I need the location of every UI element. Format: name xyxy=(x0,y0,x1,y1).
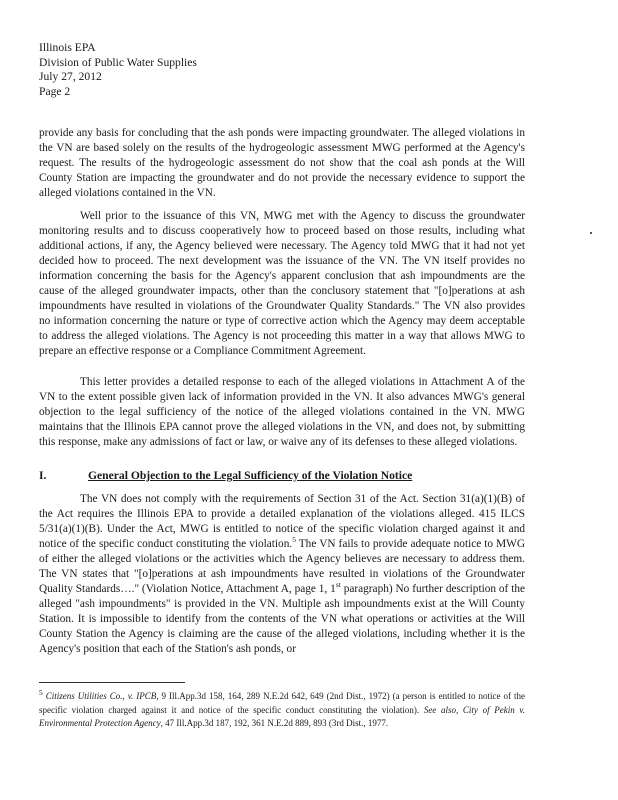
section-heading xyxy=(39,468,525,483)
paragraph-section-body xyxy=(39,492,525,658)
paragraph-meeting: Well prior to the issuance of this VN, MWG met with the Agency to discuss the groundwater monitoring results and to discuss cooperatively how to proceed based on those results, including what additional actions, if any, the Agency believed were necessary. The Agency told MWG that it had not yet decided how to proceed. The next development was the issuance of the VN. The VN itself provides no information concerning the basis for the Agency's apparent conclusion that ash impoundments are the cause of the alleged groundwater impacts, other than the conclusory statement that "[o]perations at ash impoundments have resulted in violations of the Groundwater Quality Standards." The VN also provides no information concerning the nature or type of corrective action which the Agency may deem acceptable to address the alleged violations. The Agency is not proceeding this matter in a way that allows MWG to prepare an effective response or a Compliance Commitment Agreement. xyxy=(39,210,525,358)
ordinal-superscript: st xyxy=(335,580,341,590)
scan-speck xyxy=(590,232,592,234)
footnote-reference: 5 xyxy=(292,535,296,545)
footnote-text-2: , 47 Ill.App.3d 187, 192, 361 N.E.2d 889, 893 (3rd Dist., 1977. xyxy=(160,718,389,728)
letter-date: July 27, 2012 xyxy=(39,70,102,84)
section-title: General Objection to the Legal Sufficiency of the Violation Notice xyxy=(88,469,413,482)
paragraph-letter-purpose: This letter provides a detailed response to each of the alleged violations in Attachment A of the VN to the extent possible given lack of information provided in the VN. It also advances MWG's general objection to the legal sufficiency of the notice of the alleged violations contained in the VN. MWG maintains that the Illinois EPA cannot prove the alleged violations in the VN, and does not, by submitting this response, make any admissions of fact or law, or waive any of its defenses to these alleged violations. xyxy=(39,376,525,449)
agency-name: Illinois EPA xyxy=(39,41,96,54)
footnote xyxy=(39,690,525,731)
footnote-text-1: , 9 Ill.App.3d 158, 164, 289 N.E.2d 642, 649 (2nd Dist., 1972) (a person is entitled to notice of the specific violation charged against it and notice of the specific conduct constituting the violation). xyxy=(39,691,526,715)
footnote-see-also: See also, xyxy=(423,704,463,715)
section-body-text-1: The VN does not comply with the requirements of Section 31 of the Act. Section 31(a)(1)(B) of the Act requires the Illinois EPA to provide a detailed explanation of the violations alleged. 415 ILCS 5/31(a)(1)(B). Under the Act, MWG is entitled to notice of the specific violation charged against it and notice of the specific conduct constituting the violation. xyxy=(39,493,525,551)
section-body-text-2: The VN fails to provide adequate notice to MWG of either the alleged violations or the activities which the Agency believes are necessary to address them. The VN states that "[o]perations at ash impoundments have resulted in violations of the Groundwater Quality Standards…." (Violation Notice, Attachment A, page 1, 1 xyxy=(39,538,525,596)
section-number: I. xyxy=(39,469,47,482)
letter-header xyxy=(39,41,197,99)
footnote-case-1: Citizens Utilities Co., v. IPCB xyxy=(45,691,157,701)
division-name: Division of Public Water Supplies xyxy=(39,55,197,69)
footnote-mark: 5 xyxy=(39,688,43,697)
footnote-divider xyxy=(39,682,185,683)
section-body-text-3: paragraph) No further description of the alleged "ash impoundments" is provided in the VN. Multiple ash impoundments exist at the Will County Station. It is impossible to identify from the contents of the VN what operations or activities at the Will County Station the Agency is claiming are the cause of the alleged violations, including whether it is the Agency's position that each of the Station's ash ponds, or xyxy=(39,583,525,656)
page-number: Page 2 xyxy=(39,84,71,98)
paragraph-continuation: provide any basis for concluding that the ash ponds were impacting groundwater. The alleged violations in the VN are based solely on the results of the hydrogeologic assessment MWG performed at the Agency's request. The results of the hydrogeologic assessment do not show that the coal ash ponds at the Will County Station are impacting the groundwater and do not provide the necessary evidence to support the alleged violations contained in the VN. xyxy=(39,127,525,200)
footnote-case-2: City of Pekin v. Environmental Protection Agency xyxy=(39,704,525,728)
